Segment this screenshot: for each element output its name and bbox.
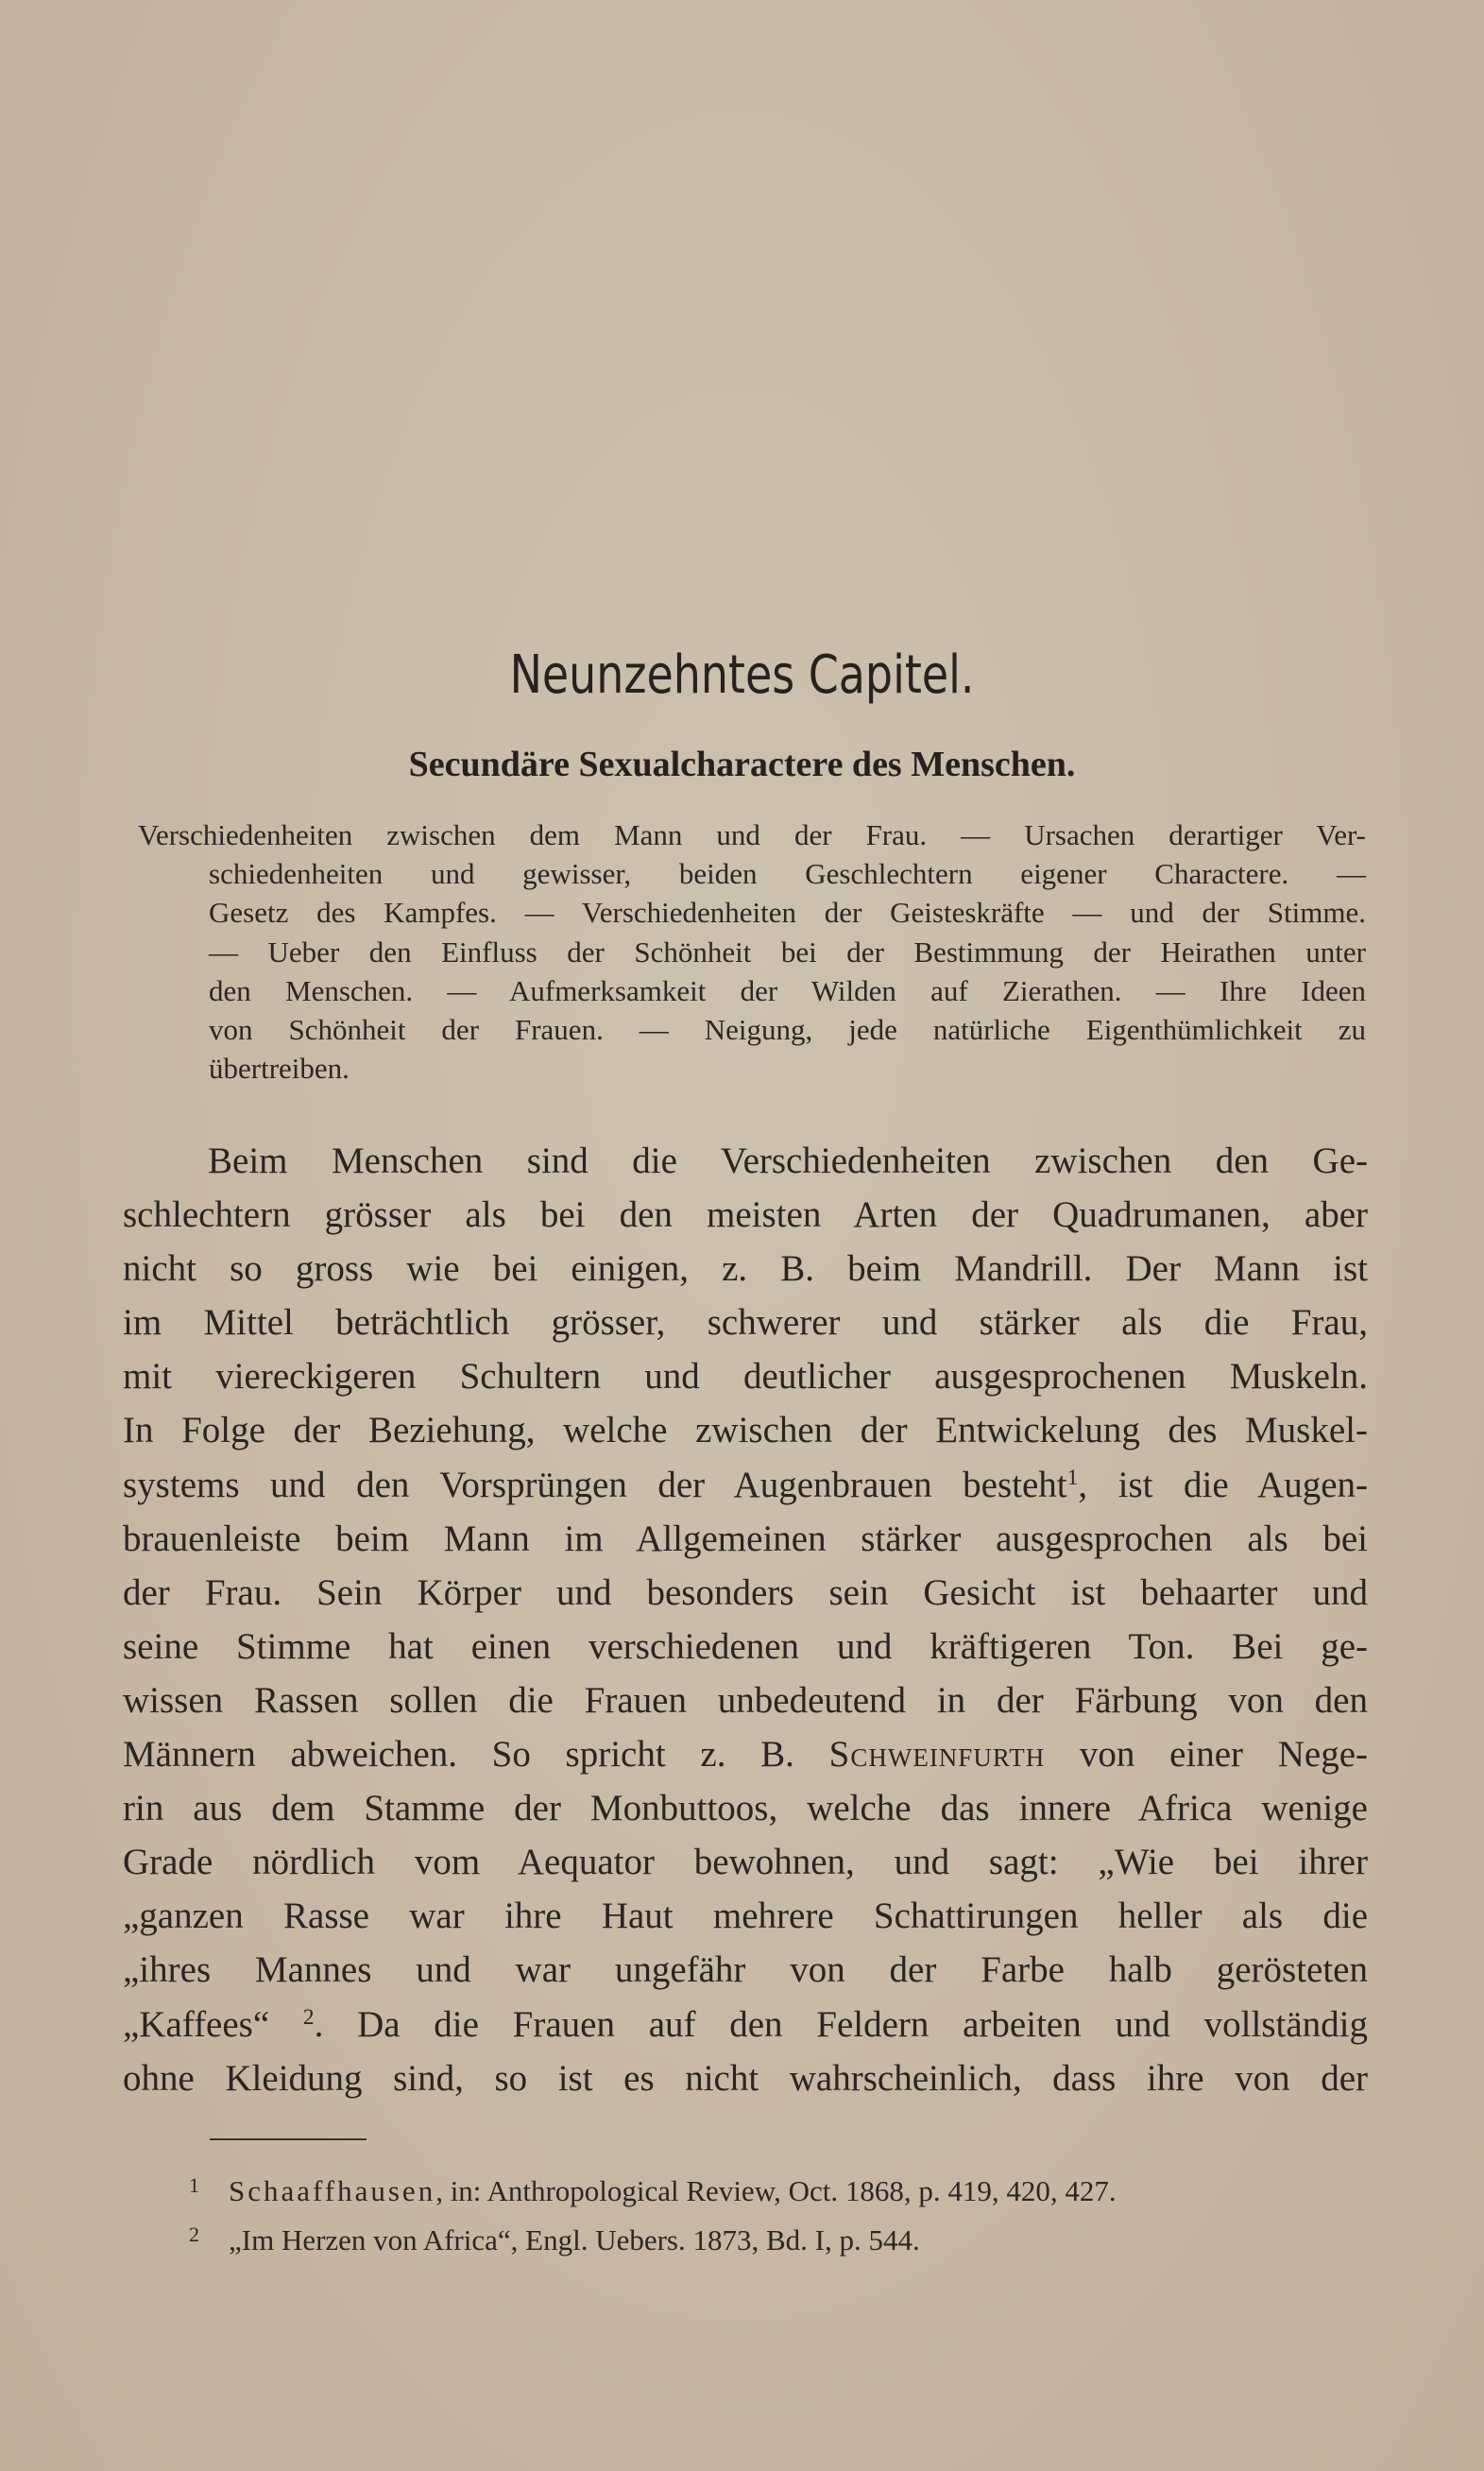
summary-line: den Menschen. — Aufmerksamkeit der Wilden auf Zierathen. — Ihre Ideen (209, 973, 1366, 1007)
footnote-divider (210, 2138, 367, 2140)
body-line: im Mittel beträchtlich grösser, schwerer und stärker als die Frau, (123, 1302, 1368, 1344)
footnote-number: 2 (189, 2222, 199, 2246)
body-text-segment: von einer Nege- (1079, 1734, 1369, 1776)
body-text-segment: Männern abweichen. So spricht z. B. (123, 1734, 794, 1776)
body-line (123, 1458, 1368, 1512)
footnote-ref[interactable]: 1 (1066, 1465, 1079, 1490)
body-paragraph (123, 1134, 1368, 2105)
summary-line: schiedenheiten und gewisser, beiden Geschlechtern eigener Charactere. — (209, 857, 1366, 891)
footnote-ref[interactable]: 2 (302, 2004, 315, 2030)
body-line: rin aus dem Stamme der Monbuttoos, welche das innere Africa wenige (123, 1788, 1368, 1829)
body-line: seine Stimme hat einen verschiedenen und kräftigeren Ton. Bei ge- (123, 1625, 1368, 1667)
footnote-number: 1 (189, 2173, 199, 2197)
summary-line: — Ueber den Einfluss der Schönheit bei der Bestimmung der Heirathen unter (209, 935, 1366, 969)
body-line: „ganzen Rasse war ihre Haut mehrere Schattirungen heller als die (123, 1896, 1368, 1937)
footnote (189, 2213, 1370, 2262)
body-line: brauenleiste beim Mann im Allgemeinen stärker ausgesprochen als bei (123, 1518, 1368, 1559)
footnote-author: Schaaffhausen (229, 2173, 436, 2207)
body-line: der Frau. Sein Körper und besonders sein Gesicht ist behaarter und (123, 1571, 1368, 1613)
chapter-subtitle: Secundäre Sexualcharactere des Menschen. (408, 745, 1076, 784)
body-text-segment: „Kaffees“ (123, 2003, 270, 2045)
chapter-summary (138, 815, 1366, 1088)
body-text-segment: systems und den Vorsprüngen der Augenbrauen besteht (123, 1464, 1067, 1505)
body-line: „ihres Mannes und war ungefähr von der Farbe halb gerösteten (123, 1949, 1368, 1991)
body-line: mit viereckigeren Schultern und deutlicher ausgesprochenen Muskeln. (123, 1356, 1368, 1398)
footnote-text: , in: Anthropological Review, Oct. 1868, p. 419, 420, 427. (435, 2173, 1117, 2207)
summary-line: von Schönheit der Frauen. — Neigung, jede natürliche Eigenthümlichkeit zu (209, 1013, 1366, 1047)
body-line: wissen Rassen sollen die Frauen unbedeutend in der Färbung von den (123, 1679, 1368, 1721)
body-text-segment: , ist die Augen- (1078, 1464, 1368, 1505)
author-name: Schweinfurth (828, 1734, 1046, 1776)
body-line (123, 1998, 1368, 2051)
summary-line: Verschiedenheiten zwischen dem Mann und der Frau. — Ursachen derartiger Ver- (138, 818, 1366, 851)
footnote-text: „Im Herzen von Africa“, Engl. Uebers. 1873, Bd. I, p. 544. (229, 2222, 920, 2257)
body-text-segment: . Da die Frauen auf den Feldern arbeiten und vollständig (314, 2003, 1369, 2045)
body-line: schlechtern grösser als bei den meisten Arten der Quadrumanen, aber (123, 1194, 1368, 1236)
body-line: ohne Kleidung sind, so ist es nicht wahrscheinlich, dass ihre von der (123, 2057, 1368, 2099)
body-line: In Folge der Beziehung, welche zwischen der Entwickelung des Muskel- (123, 1410, 1368, 1451)
footnote (189, 2164, 1370, 2213)
summary-line: Gesetz des Kampfes. — Verschiedenheiten der Geisteskräfte — und der Stimme. (209, 896, 1366, 930)
chapter-title: Neunzehntes Capitel. (509, 644, 975, 706)
body-line: Beim Menschen sind die Verschiedenheiten zwischen den Ge- (208, 1141, 1368, 1181)
body-line: Grade nördlich vom Aequator bewohnen, und sagt: „Wie bei ihrer (123, 1842, 1368, 1883)
body-line: nicht so gross wie bei einigen, z. B. beim Mandrill. Der Mann ist (123, 1248, 1368, 1290)
body-line (123, 1727, 1368, 1781)
summary-line: übertreiben. (209, 1052, 350, 1086)
footnotes (189, 2164, 1370, 2262)
